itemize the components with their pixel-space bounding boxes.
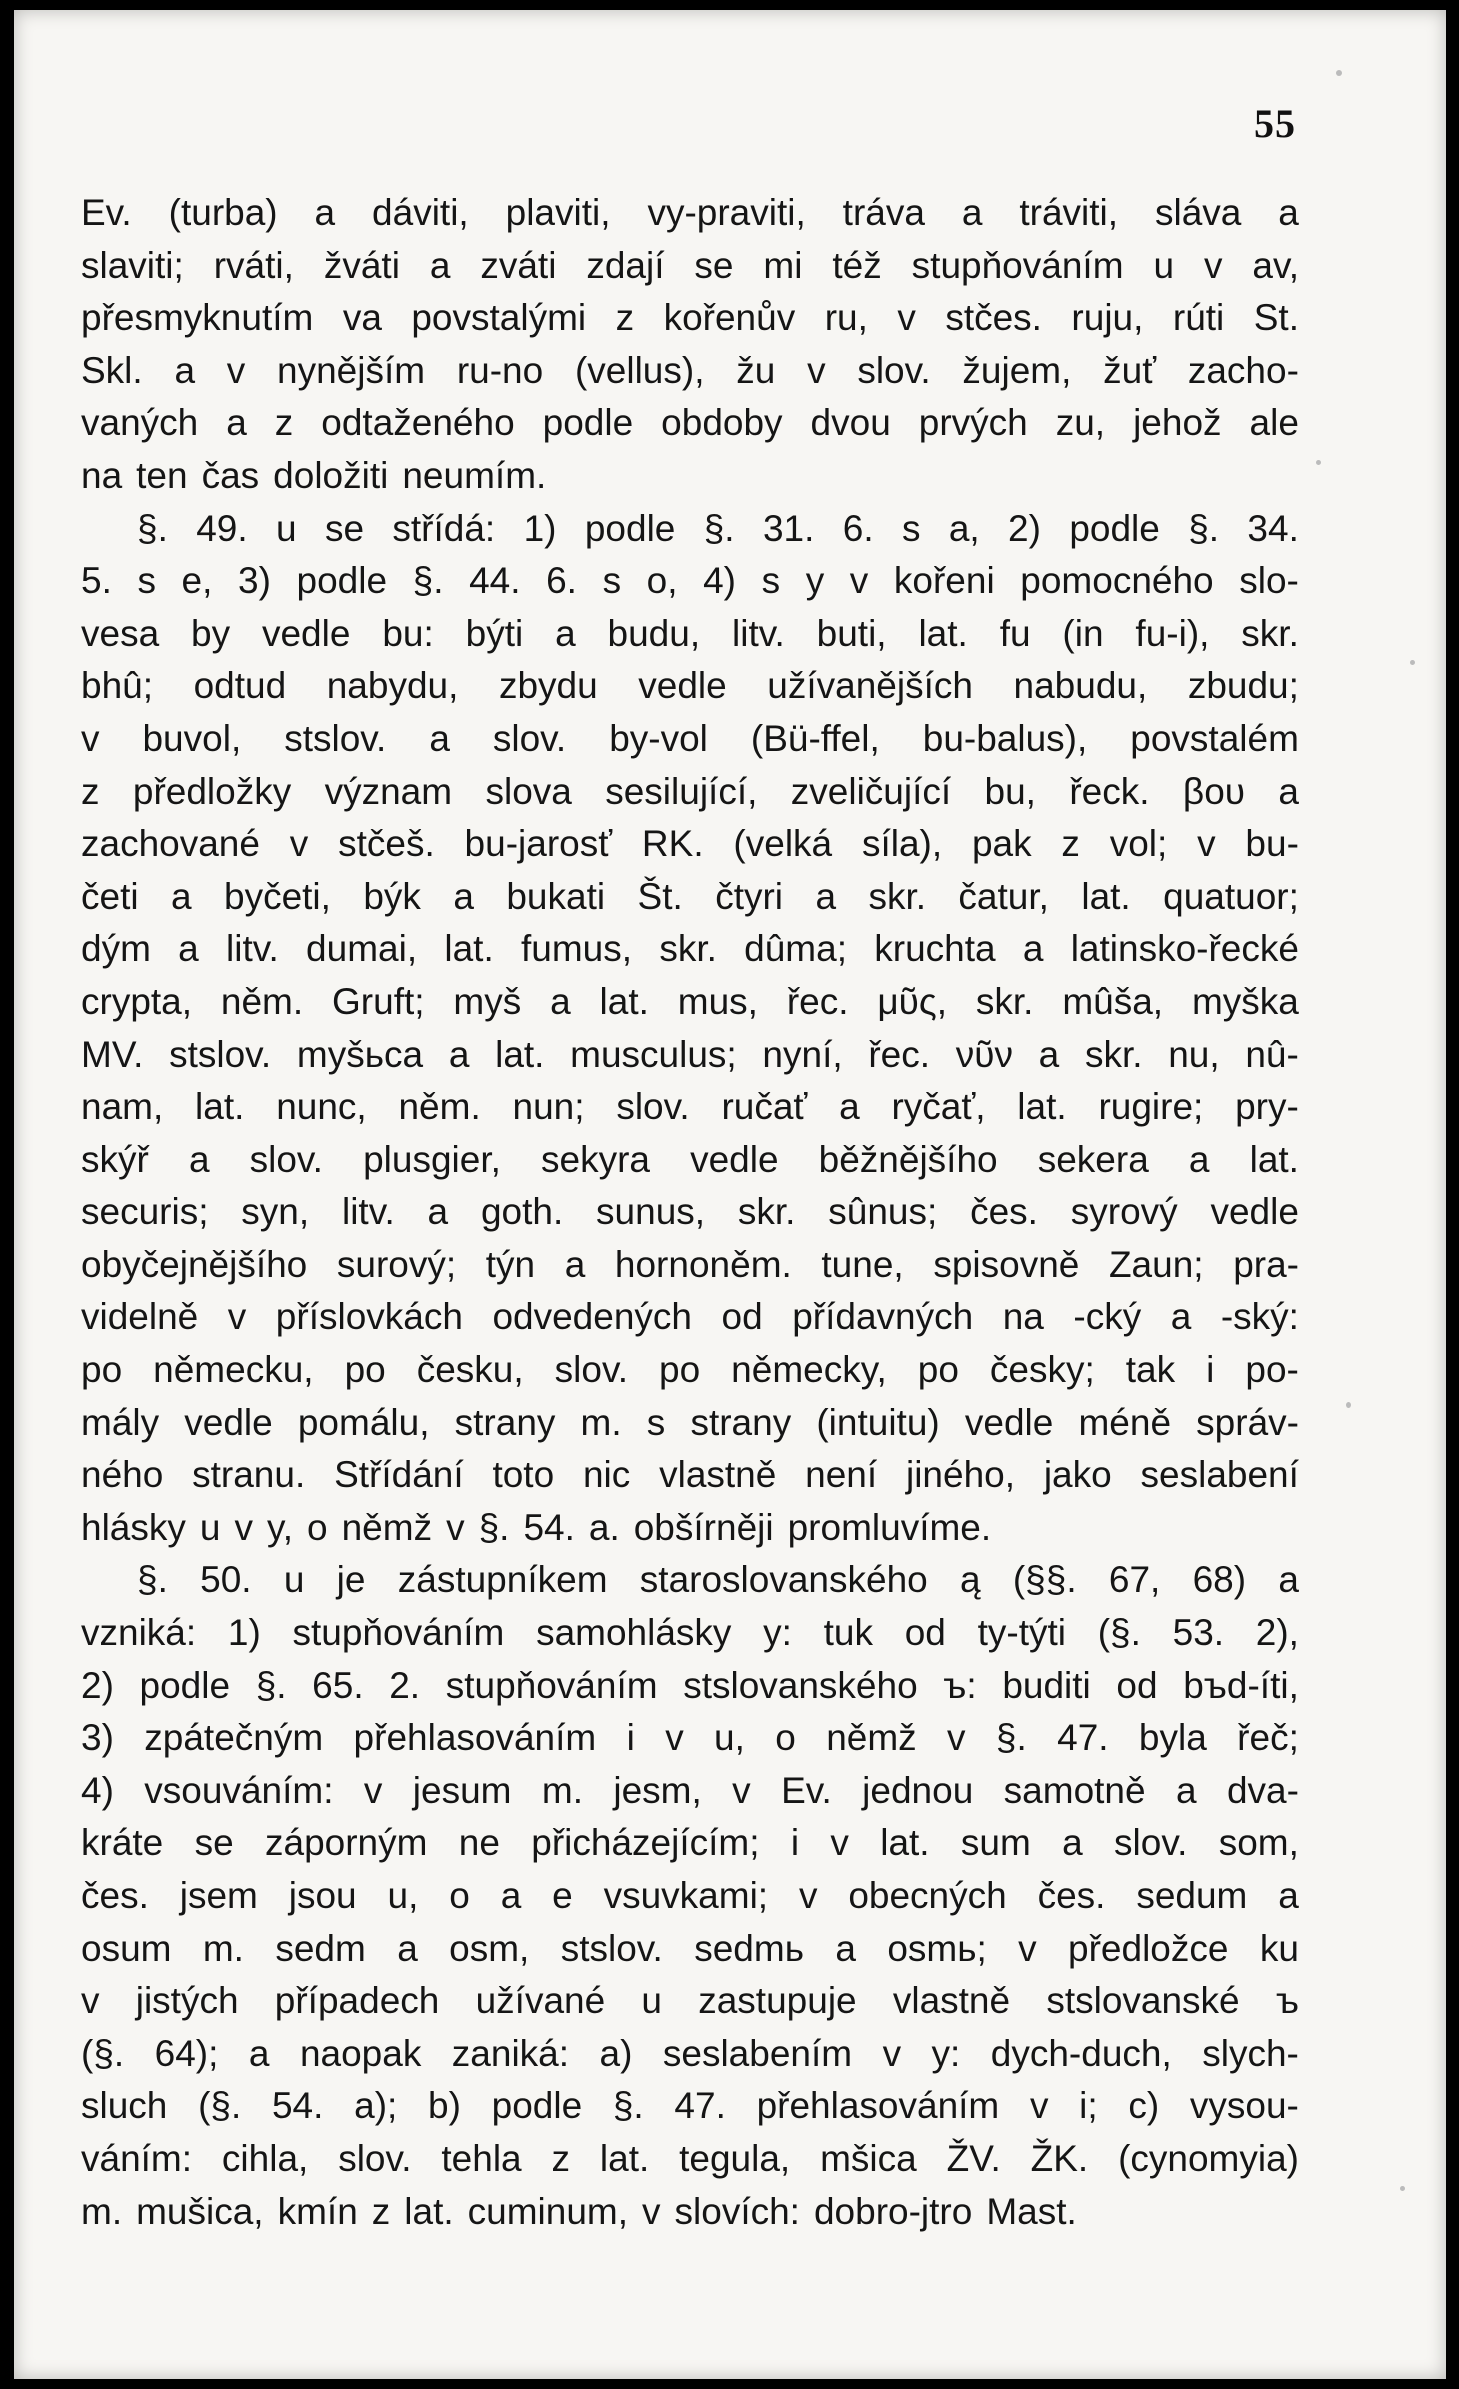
text-line: §. 49. u se střídá: 1) podle §. 31. 6. s a, 2) podle §. 34. bbox=[137, 507, 1299, 549]
text-line: vaných a z odtaženého podle obdoby dvou prvých zu, jehož ale bbox=[81, 402, 1299, 444]
text-line: §. 50. u je zástupníkem staroslovanského ą (§§. 67, 68) a bbox=[137, 1559, 1299, 1601]
scanned-page bbox=[14, 10, 1446, 2379]
page-number: 55 bbox=[1254, 101, 1296, 146]
text-line: dým a litv. dumai, lat. fumus, skr. dûma; kruchta a latinsko-řecké bbox=[81, 928, 1299, 970]
text-line: v jistých případech užívané u zastupuje vlastně stslovanské ъ bbox=[81, 1980, 1299, 2022]
text-line: na ten čas doložiti neumím. bbox=[81, 454, 547, 496]
text-line: kráte se záporným ne přicházejícím; i v lat. sum a slov. som, bbox=[81, 1822, 1299, 1864]
text-line: vzniká: 1) stupňováním samohlásky y: tuk od ty-týti (§. 53. 2), bbox=[81, 1612, 1299, 1654]
text-line: MV. stslov. myšьca a lat. musculus; nyní, řec. νῦν a skr. nu, nû- bbox=[81, 1033, 1299, 1075]
text-line: osum m. sedm a osm, stslov. sedmь a osmь; v předložce ku bbox=[81, 1927, 1299, 1969]
scan-speck bbox=[1316, 460, 1321, 465]
text-line: m. mušica, kmín z lat. cuminum, v slovích: dobro-jtro Mast. bbox=[81, 2190, 1077, 2232]
scan-speck bbox=[1336, 70, 1342, 76]
text-line: 2) podle §. 65. 2. stupňováním stslovanského ъ: buditi od bъd-íti, bbox=[81, 1664, 1299, 1706]
scan-speck bbox=[1410, 660, 1415, 665]
text-line: hlásky u v y, o němž v §. 54. a. obšírněji promluvíme. bbox=[81, 1506, 992, 1548]
text-line: videlně v příslovkách odvedených od přídavných na -cký a -ský: bbox=[81, 1296, 1299, 1338]
text-line: slaviti; rváti, žváti a zváti zdají se mi též stupňováním u v av, bbox=[81, 244, 1299, 286]
text-line: sluch (§. 54. a); b) podle §. 47. přehlasováním v i; c) vysou- bbox=[81, 2085, 1299, 2127]
scan-speck bbox=[1400, 2186, 1405, 2191]
text-line: (§. 64); a naopak zaniká: a) seslabením v y: dych-duch, slych- bbox=[81, 2032, 1299, 2074]
text-line: zachované v stčeš. bu-jarosť RK. (velká síla), pak z vol; v bu- bbox=[81, 823, 1299, 865]
scan-speck bbox=[1346, 1402, 1351, 1408]
text-line: z předložky význam slova sesilující, zveličující bu, řeck. βου a bbox=[81, 770, 1299, 812]
text-line: nam, lat. nunc, něm. nun; slov. ručať a ryčať, lat. rugire; pry- bbox=[81, 1086, 1299, 1128]
text-line: Skl. a v nynějším ru-no (vellus), žu v slov. žujem, žuť zacho- bbox=[81, 349, 1299, 391]
text-line: čes. jsem jsou u, o a e vsuvkami; v obecných čes. sedum a bbox=[81, 1875, 1299, 1916]
text-line: bhû; odtud nabydu, zbydu vedle užívanějších nabudu, zbudu; bbox=[81, 665, 1299, 707]
text-line: vesa by vedle bu: býti a budu, litv. buti, lat. fu (in fu-i), skr. bbox=[81, 612, 1299, 654]
text-line: váním: cihla, slov. tehla z lat. tegula, mšica ŽV. ŽK. (cynomyia) bbox=[81, 2137, 1299, 2179]
text-line: 5. s e, 3) podle §. 44. 6. s o, 4) s y v kořeni pomocného slo- bbox=[81, 560, 1299, 602]
text-line: securis; syn, litv. a goth. sunus, skr. sûnus; čes. syrový vedle bbox=[81, 1191, 1299, 1233]
text-line: Ev. (turba) a dáviti, plaviti, vy-praviti, tráva a tráviti, sláva a bbox=[81, 192, 1299, 233]
text-line: přesmyknutím va povstalými z kořenův ru, v stčes. ruju, rúti St. bbox=[81, 297, 1299, 339]
text-line: obyčejnějšího surový; týn a hornoněm. tune, spisovně Zaun; pra- bbox=[81, 1243, 1299, 1285]
text-line: četi a byčeti, býk a bukati Št. čtyri a skr. čatur, lat. quatuor; bbox=[81, 875, 1299, 917]
text-line: 3) zpátečným přehlasováním i v u, o němž v §. 47. byla řeč; bbox=[81, 1717, 1299, 1759]
text-line: po německu, po česku, slov. po německy, po česky; tak i po- bbox=[81, 1349, 1299, 1391]
text-line: 4) vsouváním: v jesum m. jesm, v Ev. jednou samotně a dva- bbox=[81, 1769, 1299, 1811]
body-text bbox=[81, 187, 1299, 2238]
text-line: skýř a slov. plusgier, sekyra vedle běžnějšího sekera a lat. bbox=[81, 1138, 1299, 1180]
text-line: mály vedle pomálu, strany m. s strany (intuitu) vedle méně správ- bbox=[81, 1401, 1299, 1443]
text-line: crypta, něm. Gruft; myš a lat. mus, řec. μῦς, skr. mûša, myška bbox=[81, 980, 1299, 1022]
text-line: ného stranu. Střídání toto nic vlastně není jiného, jako seslabení bbox=[81, 1454, 1299, 1496]
text-line: v buvol, stslov. a slov. by-vol (Bü-ffel, bu-balus), povstalém bbox=[81, 717, 1299, 759]
